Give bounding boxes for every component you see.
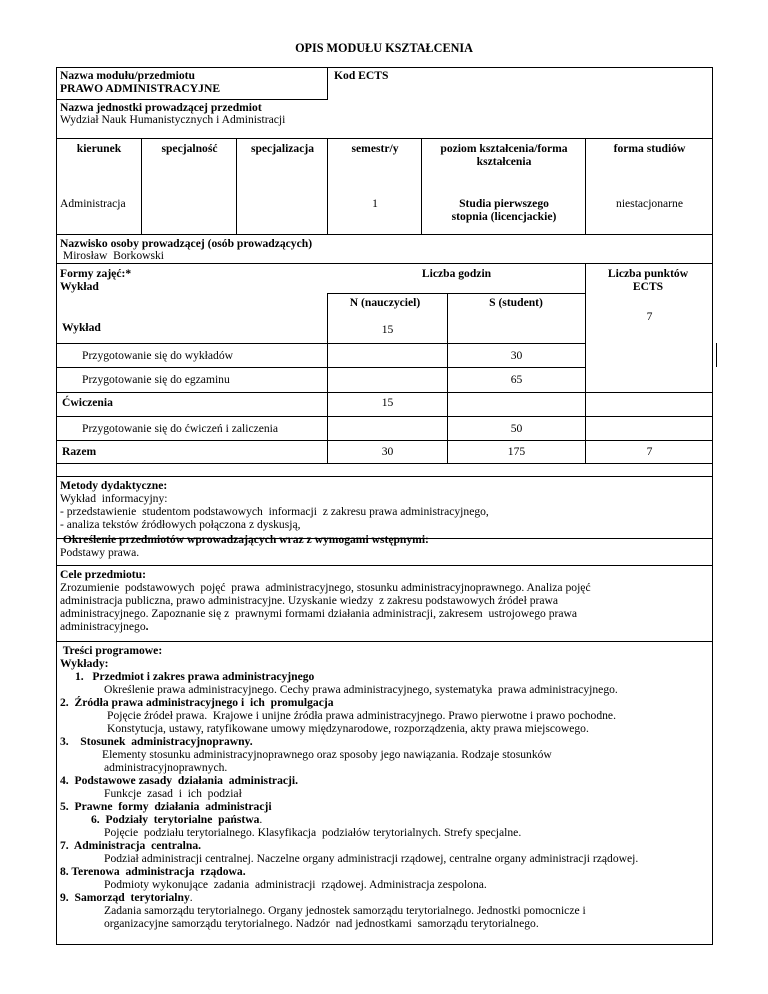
razem-ects: 7	[646, 445, 653, 458]
prereq-text: Podstawy prawa.	[60, 546, 140, 559]
program-topic-heading: 4. Podstawowe zasady działania administracji.	[60, 774, 298, 787]
program-topic-heading: 2. Źródła prawa administracyjnego i ich promulgacja	[60, 696, 334, 709]
program-topic-text: administracyjnoprawnych.	[104, 761, 228, 774]
prep-lectures-s: 30	[510, 349, 523, 362]
ects-code-label: Kod ECTS	[334, 69, 389, 82]
program-topic-text: Pojęcie źródeł prawa. Krajowe i unijne źródła prawa administracyjnego. Prawo pierwotne i prawo pochodne.	[107, 709, 616, 722]
program-topic-heading: 1. Przedmiot i zakres prawa administracyjnego	[75, 670, 315, 683]
unit-name: Wydział Nauk Humanistycznych i Administracji	[60, 113, 286, 126]
forms-value: Wykład	[60, 280, 99, 293]
n-teacher-label: N (nauczyciel)	[349, 296, 421, 309]
program-topic-text: Zadania samorządu terytorialnego. Organy jednostek samorządu terytorialnego. Jednostki pomocnicze i	[104, 904, 586, 917]
col-semestr: semestr/y	[351, 142, 399, 155]
prep-exercises-s: 50	[510, 422, 523, 435]
hours-label: Liczba godzin	[421, 267, 492, 280]
program-topic-heading: 5. Prawne formy działania administracji	[60, 800, 272, 813]
ects-points-label: Liczba punktów ECTS	[607, 267, 689, 293]
program-topic-text: organizacyjne samorządu terytorialnego. Nadzór nad jednostkami samorządu terytorialnego.	[104, 917, 539, 930]
program-sub-label: Wykłady:	[60, 657, 109, 670]
goals-label: Cele przedmiotu:	[60, 568, 146, 581]
unit-label: Nazwa jednostki prowadzącej przedmiot	[60, 101, 262, 114]
program-topic-text: Podział administracji centralnej. Naczelne organy administracji rządowej, centralne organy administracji rządowej.	[104, 852, 639, 865]
goals-line: administracyjnego.	[60, 620, 149, 633]
row-prep-exam: Przygotowanie się do egzaminu	[82, 373, 230, 386]
methods-line: - analiza tekstów źródłowych połączona z dyskusją,	[60, 518, 301, 531]
lecturer-name: Mirosław Borkowski	[60, 249, 165, 262]
row-prep-lectures: Przygotowanie się do wykładów	[82, 349, 234, 362]
row-prep-exercises: Przygotowanie się do ćwiczeń i zaliczenia	[82, 422, 279, 435]
col-forma-studiow: forma studiów	[613, 142, 686, 155]
goals-line: administracyjnego. Zapoznanie się z prawnymi formami działania administracji, zakresem ustrojowego prawa	[60, 607, 578, 620]
program-topic-text: Podmioty wykonujące zadania administracji rządowej. Administracja zespolona.	[104, 878, 487, 891]
col-specjalnosc: specjalność	[161, 142, 218, 155]
forms-label: Formy zajęć:*	[60, 267, 132, 280]
col-poziom: poziom kształcenia/forma kształcenia	[440, 142, 568, 168]
methods-line: - przedstawienie studentom podstawowych informacji z zakresu prawa administracyjnego,	[60, 505, 489, 518]
program-topic-heading: 7. Administracja centralna.	[60, 839, 202, 852]
program-topic-heading: 6. Podziały terytorialne państwa.	[91, 813, 263, 826]
wyklad-n: 15	[381, 323, 394, 336]
page-title: OPIS MODUŁU KSZTAŁCENIA	[295, 41, 473, 55]
cell-kierunek: Administracja	[60, 197, 126, 210]
program-label: Treści programowe:	[60, 644, 163, 657]
goals-line: Zrozumienie podstawowych pojęć prawa administracyjnego, stosunku administracyjnoprawnego. Analiza pojęć	[60, 581, 591, 594]
s-student-label: S (student)	[489, 296, 543, 309]
program-topic-text: Konstytucja, ustawy, ratyfikowane umowy międzynarodowe, rozporządzenia, akty prawa miejscowego.	[107, 722, 589, 735]
goals-line: administracja publiczna, prawo administracyjne. Uzyskanie wiedzy z zakresu podstawowych źródeł prawa	[60, 594, 559, 607]
program-topic-text: Określenie prawa administracyjnego. Cechy prawa administracyjnego, systematyka prawa administracyjnego.	[104, 683, 618, 696]
cell-semestr: 1	[372, 197, 378, 210]
cwiczenia-n: 15	[381, 396, 394, 409]
program-topic-heading: 8. Terenowa administracja rządowa.	[60, 865, 246, 878]
row-wyklad: Wykład	[62, 321, 101, 334]
program-topic-heading: 9. Samorząd terytorialny.	[60, 891, 193, 904]
module-name: PRAWO ADMINISTRACYJNE	[60, 82, 221, 95]
col-kierunek: kierunek	[76, 142, 122, 155]
program-topic-text: Funkcje zasad i ich podział	[104, 787, 242, 800]
program-topic-text: Pojęcie podziału terytorialnego. Klasyfikacja podziałów terytorialnych. Strefy specjalne.	[104, 826, 522, 839]
program-topic-heading: 3. Stosunek administracyjnoprawny.	[60, 735, 253, 748]
row-razem: Razem	[62, 445, 97, 458]
prep-exam-s: 65	[510, 373, 523, 386]
methods-line: Wykład informacyjny:	[60, 492, 168, 505]
lecturer-label: Nazwisko osoby prowadzącej (osób prowadzących)	[60, 237, 313, 250]
razem-s: 175	[507, 445, 526, 458]
prereq-label: Określenie przedmiotów wprowadzających wraz z wymogami wstępnymi:	[60, 533, 429, 546]
row-cwiczenia: Ćwiczenia	[62, 396, 113, 409]
col-specjalizacja: specjalizacja	[250, 142, 315, 155]
program-topic-text: Elementy stosunku administracyjnoprawnego oraz sposoby jego nawiązania. Rodzaje stosunków	[102, 748, 552, 761]
cell-poziom: Studia pierwszego stopnia (licencjackie)	[451, 197, 557, 223]
wyklad-ects: 7	[646, 310, 653, 323]
methods-label: Metody dydaktyczne:	[60, 479, 168, 492]
razem-n: 30	[381, 445, 394, 458]
cell-forma-studiow: niestacjonarne	[616, 197, 683, 210]
module-label: Nazwa modułu/przedmiotu	[60, 69, 195, 82]
